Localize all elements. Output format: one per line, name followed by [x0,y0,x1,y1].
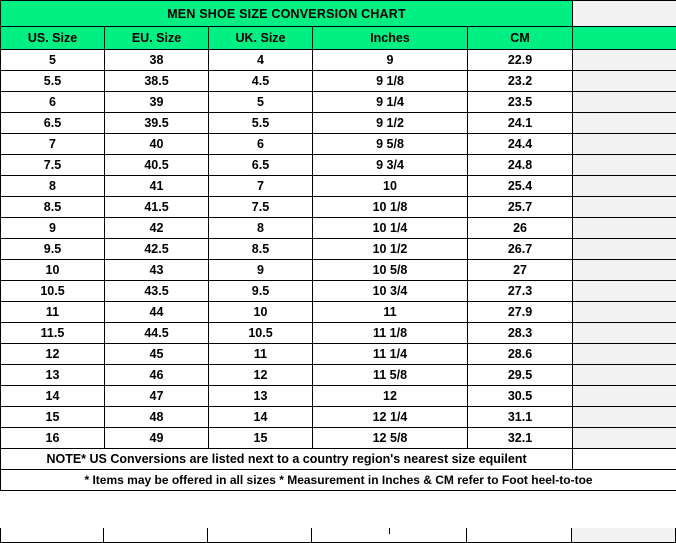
table-row [1,218,676,239]
cell-inches[interactable]: 11 [313,302,468,323]
table-row [1,239,676,260]
cell-us-size[interactable]: 10 [1,260,105,281]
outside-cell[interactable] [573,407,676,428]
cell-uk-size[interactable]: 8 [209,218,313,239]
cell-inches[interactable]: 11 5/8 [313,365,468,386]
table-row [1,113,676,134]
cell-inches[interactable]: 9 5/8 [313,134,468,155]
note-row-1 [1,449,676,470]
table-row [1,386,676,407]
cell-eu-size[interactable]: 40.5 [105,155,209,176]
outside-cell[interactable] [573,176,676,197]
cell-us-size[interactable]: 5.5 [1,71,105,92]
cell-cm[interactable]: 23.2 [468,71,573,92]
column-header-row [1,27,676,50]
cell-us-size[interactable]: 9 [1,218,105,239]
empty-cell[interactable] [208,528,312,543]
table-row [1,323,676,344]
cell-uk-size[interactable]: 10.5 [209,323,313,344]
empty-cell[interactable] [312,528,467,543]
cell-us-size[interactable]: 11.5 [1,323,105,344]
outside-cell[interactable] [573,1,676,27]
table-row [1,197,676,218]
cell-us-size[interactable]: 16 [1,428,105,449]
empty-cell[interactable] [0,528,104,543]
cell-inches[interactable]: 12 5/8 [313,428,468,449]
cell-uk-size[interactable]: 9 [209,260,313,281]
title-row [1,1,676,27]
cell-us-size[interactable]: 12 [1,344,105,365]
table-row [1,281,676,302]
cell-inches[interactable]: 9 3/4 [313,155,468,176]
cell-cm[interactable]: 27.9 [468,302,573,323]
cell-cm[interactable]: 25.4 [468,176,573,197]
outside-cell[interactable] [573,218,676,239]
cell-eu-size[interactable]: 49 [105,428,209,449]
table-row [1,176,676,197]
cell-eu-size[interactable]: 39.5 [105,113,209,134]
cell-eu-size[interactable]: 39 [105,92,209,113]
cell-inches[interactable]: 10 1/8 [313,197,468,218]
cell-eu-size[interactable]: 41 [105,176,209,197]
cell-eu-size[interactable]: 43 [105,260,209,281]
cell-uk-size[interactable]: 4 [209,50,313,71]
cell-inches[interactable]: 10 5/8 [313,260,468,281]
table-row [1,344,676,365]
table-row [1,134,676,155]
cell-uk-size[interactable]: 7 [209,176,313,197]
cell-eu-size[interactable]: 44 [105,302,209,323]
cell-inches[interactable]: 10 3/4 [313,281,468,302]
table-body [1,1,676,491]
outside-cell[interactable] [573,449,676,470]
outside-cell[interactable] [573,134,676,155]
cell-eu-size[interactable]: 40 [105,134,209,155]
outside-cell[interactable] [573,260,676,281]
outside-cell[interactable] [573,239,676,260]
column-header-eu-size[interactable]: EU. Size [105,27,209,50]
table-row [1,155,676,176]
cell-uk-size[interactable]: 9.5 [209,281,313,302]
empty-cell[interactable] [467,528,572,543]
outside-cell[interactable] [573,50,676,71]
cell-cm[interactable]: 28.6 [468,344,573,365]
cell-eu-size[interactable]: 45 [105,344,209,365]
outside-cell[interactable] [573,71,676,92]
table-row [1,302,676,323]
outside-cell[interactable] [573,27,676,50]
cell-us-size[interactable]: 13 [1,365,105,386]
cell-uk-size[interactable]: 14 [209,407,313,428]
table-row [1,407,676,428]
column-header-inches[interactable]: Inches [313,27,468,50]
cell-eu-size[interactable]: 48 [105,407,209,428]
cell-uk-size[interactable]: 8.5 [209,239,313,260]
outside-cell[interactable] [572,528,676,543]
cell-inches[interactable]: 9 1/2 [313,113,468,134]
cell-us-size[interactable]: 10.5 [1,281,105,302]
note-row-2 [1,470,676,491]
outside-cell[interactable] [573,365,676,386]
cell-us-size[interactable]: 6 [1,92,105,113]
cell-cm[interactable]: 24.1 [468,113,573,134]
outside-cell[interactable] [573,302,676,323]
cell-us-size[interactable]: 5 [1,50,105,71]
cell-inches[interactable]: 11 1/8 [313,323,468,344]
cell-inches[interactable]: 9 [313,50,468,71]
cell-us-size[interactable]: 7.5 [1,155,105,176]
cell-us-size[interactable]: 8.5 [1,197,105,218]
cell-uk-size[interactable]: 13 [209,386,313,407]
column-header-us-size[interactable]: US. Size [1,27,105,50]
outside-cell[interactable] [573,323,676,344]
cell-cm[interactable]: 27.3 [468,281,573,302]
cell-cm[interactable]: 30.5 [468,386,573,407]
table-row [1,428,676,449]
cell-inches[interactable]: 11 1/4 [313,344,468,365]
outside-cell[interactable] [573,281,676,302]
cell-cm[interactable]: 23.5 [468,92,573,113]
cell-cm[interactable]: 22.9 [468,50,573,71]
outside-cell[interactable] [573,197,676,218]
table-row [1,71,676,92]
cell-cm[interactable]: 28.3 [468,323,573,344]
cell-inches[interactable]: 9 1/8 [313,71,468,92]
cell-uk-size[interactable]: 5 [209,92,313,113]
cell-uk-size[interactable]: 6.5 [209,155,313,176]
cell-cm[interactable]: 26.7 [468,239,573,260]
cell-us-size[interactable]: 11 [1,302,105,323]
cell-cm[interactable]: 29.5 [468,365,573,386]
cell-us-size[interactable]: 7 [1,134,105,155]
cell-inches[interactable]: 12 1/4 [313,407,468,428]
cell-us-size[interactable]: 8 [1,176,105,197]
cell-us-size[interactable]: 15 [1,407,105,428]
cell-eu-size[interactable]: 44.5 [105,323,209,344]
cell-inches[interactable]: 10 1/2 [313,239,468,260]
cell-eu-size[interactable]: 38.5 [105,71,209,92]
cell-inches[interactable]: 12 [313,386,468,407]
note-text-measurement[interactable]: * Items may be offered in all sizes * Measurement in Inches & CM refer to Foot heel-to-toe [1,470,676,491]
table-row [1,92,676,113]
cell-us-size[interactable]: 6.5 [1,113,105,134]
cell-uk-size[interactable]: 7.5 [209,197,313,218]
page-title: MEN SHOE SIZE CONVERSION CHART [1,1,573,27]
cell-uk-size[interactable]: 10 [209,302,313,323]
cell-uk-size[interactable]: 15 [209,428,313,449]
cell-eu-size[interactable]: 46 [105,365,209,386]
outside-cell[interactable] [573,92,676,113]
cell-cm[interactable]: 26 [468,218,573,239]
partial-bottom-row [0,528,676,543]
cell-uk-size[interactable]: 5.5 [209,113,313,134]
table-row [1,50,676,71]
outside-cell[interactable] [573,155,676,176]
column-header-cm[interactable]: CM [468,27,573,50]
cell-eu-size[interactable]: 43.5 [105,281,209,302]
cell-cm[interactable]: 27 [468,260,573,281]
table-row [1,365,676,386]
column-header-uk-size[interactable]: UK. Size [209,27,313,50]
cell-eu-size[interactable]: 47 [105,386,209,407]
cell-eu-size[interactable]: 38 [105,50,209,71]
cell-uk-size[interactable]: 6 [209,134,313,155]
outside-cell[interactable] [573,113,676,134]
cell-us-size[interactable]: 9.5 [1,239,105,260]
cell-inches[interactable]: 10 1/4 [313,218,468,239]
cell-uk-size[interactable]: 11 [209,344,313,365]
cell-us-size[interactable]: 14 [1,386,105,407]
table-row [1,260,676,281]
cell-cm[interactable]: 24.8 [468,155,573,176]
outside-cell[interactable] [573,386,676,407]
outside-cell[interactable] [573,344,676,365]
cell-uk-size[interactable]: 12 [209,365,313,386]
cell-eu-size[interactable]: 42.5 [105,239,209,260]
cell-eu-size[interactable]: 41.5 [105,197,209,218]
cell-inches[interactable]: 9 1/4 [313,92,468,113]
cell-inches[interactable]: 10 [313,176,468,197]
empty-cell[interactable] [104,528,208,543]
outside-cell[interactable] [573,428,676,449]
note-text-conversions[interactable]: NOTE* US Conversions are listed next to a country region's nearest size equilent [1,449,573,470]
cell-cm[interactable]: 31.1 [468,407,573,428]
cell-cm[interactable]: 25.7 [468,197,573,218]
cell-uk-size[interactable]: 4.5 [209,71,313,92]
cell-eu-size[interactable]: 42 [105,218,209,239]
cell-cm[interactable]: 24.4 [468,134,573,155]
cell-cm[interactable]: 32.1 [468,428,573,449]
